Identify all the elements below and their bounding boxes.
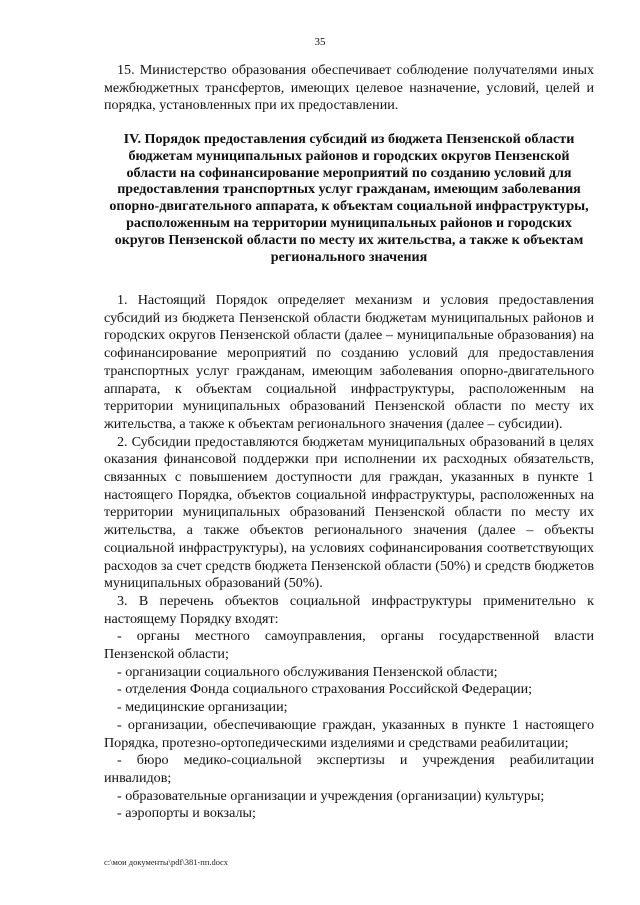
section-heading: IV. Порядок предоставления субсидий из бюджета Пензенской области бюджетам муниципальных районов и городских округов Пензенской области на софинансирование мероприятий по созданию условий для предоставления транспортных услуг гражданам, имеющим заболевания опорно-двигательного аппарата, к объектам социальной инфраструктуры, расположенным на территории муниципальных районов и городских округов Пензенской области по месту их жительства, а также к объектам регионального значения — [109, 131, 589, 265]
list-item: - бюро медико-социальной экспертизы и учреждения реабилитации инвалидов; — [104, 752, 594, 786]
list-item: - аэропорты и вокзалы; — [117, 805, 256, 822]
list-item: - образовательные организации и учреждения (организации) культуры; — [117, 787, 545, 804]
page-number: 35 — [314, 36, 326, 48]
paragraph-3: 3. В перечень объектов социальной инфраструктуры применительно к настоящему Порядку входят: — [104, 592, 594, 627]
intro-paragraph: 15. Министерство образования обеспечивает соблюдение получателями иных межбюджетных трансфертов, имеющих целевое назначение, условий, целей и порядка, установленных при их предоставлении. — [104, 62, 594, 114]
main-body — [104, 292, 594, 823]
list-item: - организации, обеспечивающие граждан, указанных в пункте 1 настоящего Порядка, протезно-ортопедическими изделиями и средствами реабилитации; — [104, 716, 594, 751]
list-item: - органы местного самоуправления, органы государственной власти Пензенской области; — [104, 628, 594, 663]
footer-file-path: c:\мои документы\pdf\381-пп.docx — [104, 857, 229, 867]
paragraph-2: 2. Субсидии предоставляются бюджетам муниципальных образований в целях оказания финансовой поддержки при исполнении их расходных обязательств, связанных с повышением доступности для граждан, указанных в пункте 1 настоящего Порядка, объектов социальной инфраструктуры, расположенных на территории муниципальных образований Пензенской области по месту их жительства, а также объектов регионального значения (далее – объекты социальной инфраструктуры), на условиях софинансирования соответствующих расходов за счет средств бюджета Пензенской области (50%) и средств бюджетов муниципальных образований (50%). — [104, 433, 594, 592]
paragraph-1: 1. Настоящий Порядок определяет механизм и условия предоставления субсидий из бюджета Пензенской области бюджетам муниципальных районов и городских округов Пензенской области (далее – муниципальные образования) на софинансирование мероприятий по созданию условий для предоставления транспортных услуг гражданам, имеющим заболевания опорно-двигательного аппарата, к объектам социальной инфраструктуры, расположенным на территории муниципальных образований Пензенской области по месту их жительства, а также к объектам регионального значения (далее – субсидии). — [104, 292, 594, 432]
intro-block — [104, 62, 594, 115]
list-item: - организации социального обслуживания Пензенской области; — [117, 663, 498, 680]
list-item: - медицинские организации; — [117, 699, 288, 716]
list-item: - отделения Фонда социального страхования Российской Федерации; — [117, 681, 533, 698]
